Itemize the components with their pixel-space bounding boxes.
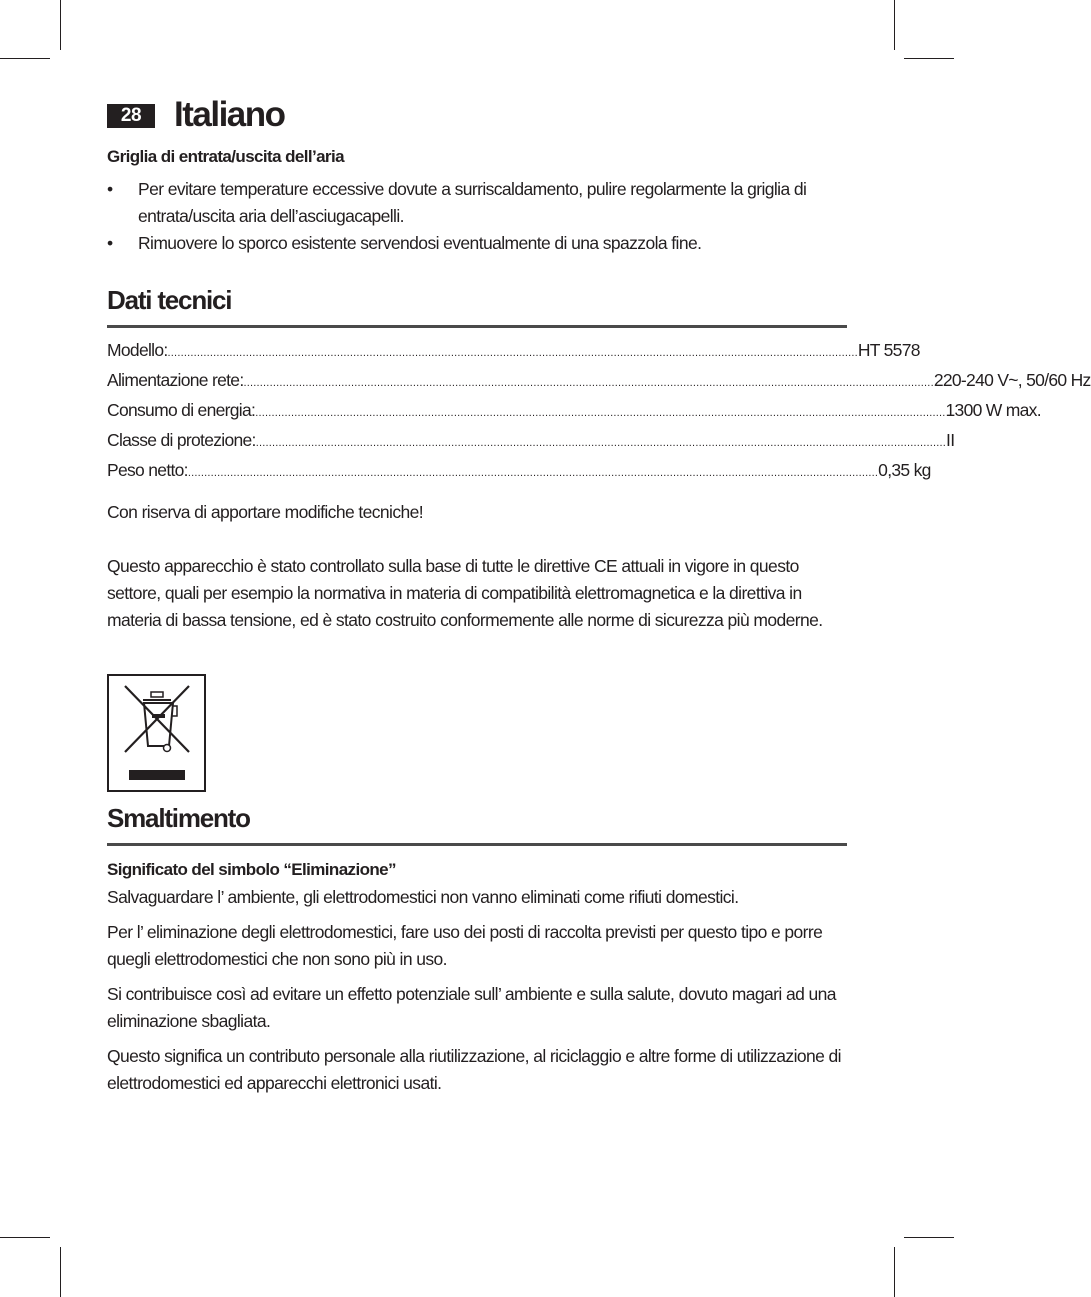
- disposal-section: [107, 803, 847, 1097]
- list-item: [107, 230, 847, 257]
- spec-label: Alimentazione rete:: [107, 370, 244, 390]
- grille-bullets: [107, 176, 847, 257]
- crossed-out-wheelie-bin-icon: [109, 676, 204, 790]
- dot-leader: ....................................................................................................................................................................................................................: [255, 437, 947, 449]
- crop-mark: [60, 1247, 61, 1297]
- spec-value: 220-240 V~, 50/60 Hz: [933, 370, 1091, 390]
- disposal-paragraph: Salvaguardare l’ ambiente, gli elettrodomestici non vanno eliminati come rifiuti domestici.: [107, 887, 739, 907]
- bullet-text: Per evitare temperature eccessive dovute a surriscaldamento, pulire regolarmente la griglia di entrata/uscita aria dell’asciugacapelli.: [138, 179, 807, 226]
- spec-row: [107, 457, 931, 487]
- ce-conformity-text: Questo apparecchio è stato controllato sulla base di tutte le direttive CE attuali in vigore in questo settore, quali per esempio la normativa in materia di compatibilità elettromagnetica e la direttiva in materia di bassa tensione, ed è stato costruito conformemente alle norme di sicurezza più moderne.: [107, 556, 823, 630]
- disposal-paragraph: Si contribuisce così ad evitare un effetto potenziale sull’ ambiente e sulla salute, dovuto magari ad una eliminazione sbagliata.: [107, 984, 836, 1031]
- section-divider: [107, 843, 847, 846]
- dot-leader: ....................................................................................................................................................................................................................: [243, 377, 934, 389]
- dot-leader: ....................................................................................................................................................................................................................: [167, 347, 858, 359]
- disposal-paragraph: Questo significa un contributo personale alla riutilizzazione, al riciclaggio e altre forme di utilizzazione di elettrodomestici ed apparecchi elettronici usati.: [107, 1046, 841, 1093]
- reservation-note: Con riserva di apportare modifiche tecniche!: [107, 502, 423, 522]
- spec-row: [107, 427, 955, 457]
- spec-list: [107, 337, 1091, 487]
- spec-value: 0,35 kg: [878, 460, 931, 480]
- bullet-icon: •: [107, 233, 113, 253]
- spec-label: Consumo di energia:: [107, 400, 256, 420]
- dot-leader: ....................................................................................................................................................................................................................: [255, 407, 946, 419]
- crop-mark: [904, 1237, 954, 1238]
- spec-row: [107, 367, 1091, 397]
- spec-row: [107, 397, 1041, 427]
- list-item: [107, 176, 847, 230]
- tech-section: [107, 285, 1091, 634]
- spec-value: HT 5578: [857, 340, 920, 360]
- crop-mark: [894, 0, 895, 50]
- page-title: Italiano: [174, 95, 285, 134]
- spec-label: Peso netto:: [107, 460, 188, 480]
- spec-row: [107, 337, 920, 367]
- bullet-text: Rimuovere lo sporco esistente servendosi eventualmente di una spazzola fine.: [138, 233, 702, 253]
- grille-section: [107, 147, 847, 257]
- section-divider: [107, 325, 847, 328]
- spec-label: Modello:: [107, 340, 168, 360]
- weee-symbol-box: [107, 674, 206, 792]
- spec-label: Classe di protezione:: [107, 430, 256, 450]
- crop-mark: [904, 58, 954, 59]
- spec-value: 1300 W max.: [945, 400, 1041, 420]
- page-number: 28: [107, 104, 155, 128]
- dot-leader: ....................................................................................................................................................................................................................: [187, 467, 879, 479]
- crop-mark: [0, 58, 50, 59]
- crop-mark: [0, 1237, 50, 1238]
- crop-mark: [60, 0, 61, 50]
- disposal-subheading: Significato del simbolo “Eliminazione”: [107, 860, 396, 879]
- section-title-tech: Dati tecnici: [107, 285, 232, 315]
- page-header: [107, 95, 847, 138]
- disposal-paragraph: Per l’ eliminazione degli elettrodomestici, fare uso dei posti di raccolta previsti per questo tipo e porre quegli elettrodomestici che non sono più in uso.: [107, 922, 823, 969]
- section-title-disposal: Smaltimento: [107, 803, 250, 833]
- crop-mark: [894, 1247, 895, 1297]
- bullet-icon: •: [107, 179, 113, 199]
- grille-heading: Griglia di entrata/uscita dell’aria: [107, 147, 344, 166]
- spec-value: II: [946, 430, 955, 450]
